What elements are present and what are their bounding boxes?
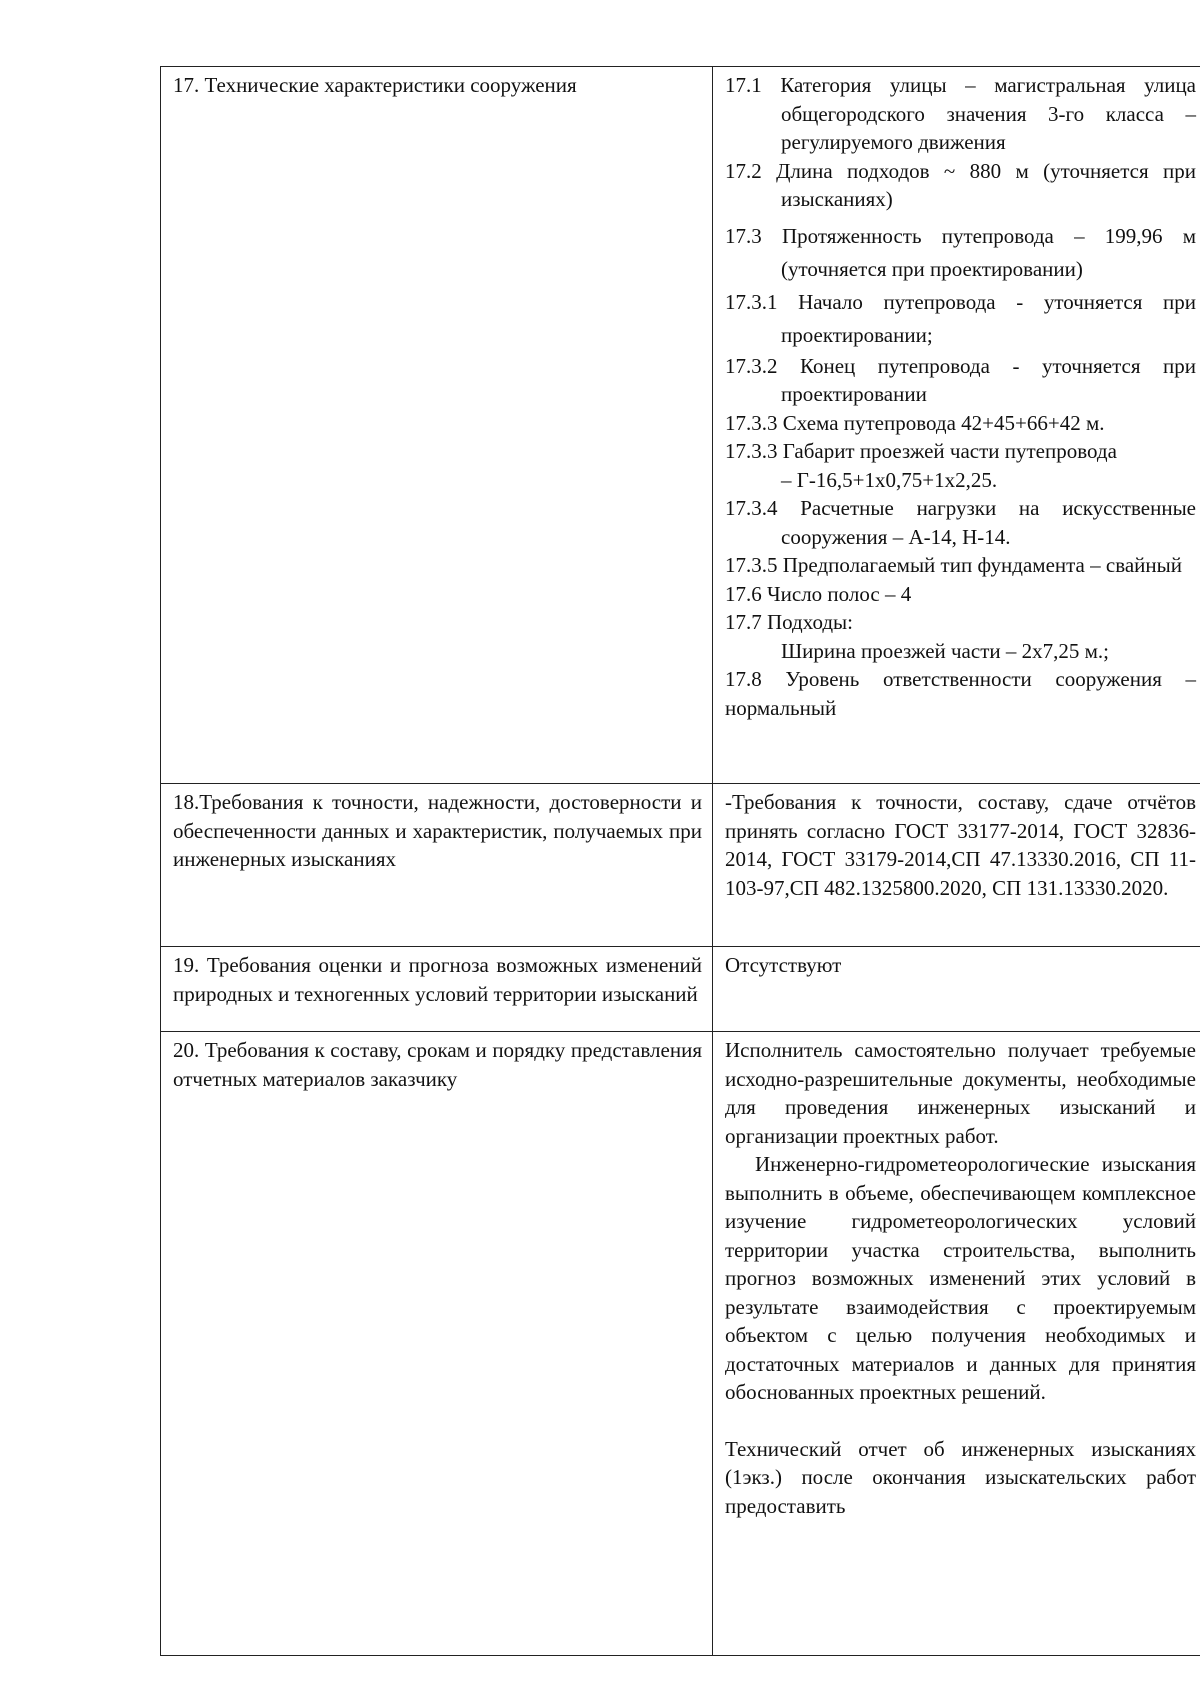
row-20-spacer <box>725 1407 1196 1435</box>
spec-17-1: 17.1 Категория улицы – магистральная улица общегородского значения 3-го класса – регулируемого движения <box>725 73 1196 154</box>
spec-17-3-2: 17.3.2 Конец путепровода - уточняется при проектировании <box>725 353 1196 406</box>
spec-17-2: 17.2 Длина подходов ~ 880 м (уточняется при изысканиях) <box>725 158 1196 211</box>
spec-17-3-3-gauge: 17.3.3 Габарит проезжей части путепровода <box>725 439 1117 463</box>
spec-17-3-4: 17.3.4 Расчетные нагрузки на искусственные сооружения – А-14, Н-14. <box>725 496 1196 549</box>
spec-17-7: 17.7 Подходы: <box>725 610 853 634</box>
row-20-paragraph-1: Исполнитель самостоятельно получает требуемые исходно-разрешительные документы, необходимые для проведения инженерных изысканий и организации проектных работ. <box>725 1038 1196 1148</box>
row-20-value <box>713 1032 1200 1656</box>
row-19-label-text: 19. Требования оценки и прогноза возможных изменений природных и техногенных условий территории изысканий <box>173 953 702 1006</box>
spec-17-3: 17.3 Протяженность путепровода – 199,96 м (уточняется при проектировании) <box>725 223 1196 281</box>
row-18-value-text: -Требования к точности, составу, сдаче отчётов принять согласно ГОСТ 33177-2014, ГОСТ 32836-2014, ГОСТ 33179-2014,СП 47.13330.2016, СП 11-103-97,СП 482.1325800.2020, СП 131.13330.2020. <box>725 790 1196 900</box>
row-20-paragraph-3: Технический отчет об инженерных изысканиях (1экз.) после окончания изыскательских работ предоставить <box>725 1436 1196 1518</box>
spec-17-3-5: 17.3.5 Предполагаемый тип фундамента – свайный <box>725 553 1182 577</box>
row-19-label <box>161 947 713 1032</box>
table-row-17 <box>161 67 1200 784</box>
requirements-table <box>160 66 1200 1656</box>
row-18-label <box>161 784 713 947</box>
spec-17-3-3-gauge-value: – Г-16,5+1х0,75+1х2,25. <box>781 467 998 492</box>
table-row-18 <box>161 784 1200 947</box>
spec-17-6: 17.6 Число полос – 4 <box>725 581 912 606</box>
row-20-paragraph-2: Инженерно-гидрометеорологические изыскания выполнить в объеме, обеспечивающем комплексное изучение гидрометеорологических условий территории участка строительства, выполнить прогноз возможных изменений этих условий в результате взаимодействия с проектируемым объектом с целью получения необходимых и достаточных материалов и данных для принятия обоснованных проектных решений. <box>725 1152 1196 1404</box>
row-17-label <box>161 67 713 784</box>
row-17-specs <box>713 67 1200 784</box>
table-row-19 <box>161 947 1200 1032</box>
spec-17-3-3-scheme: 17.3.3 Схема путепровода 42+45+66+42 м. <box>725 410 1105 435</box>
spec-17-8: 17.8 Уровень ответственности сооружения – нормальный <box>725 667 1196 720</box>
row-19-value-text: Отсутствуют <box>725 953 842 977</box>
spec-17-7-width: Ширина проезжей части – 2х7,25 м.; <box>781 638 1109 663</box>
row-19-value <box>713 947 1200 1032</box>
row-20-label-text: 20. Требования к составу, срокам и порядку представления отчетных материалов заказчику <box>173 1038 702 1091</box>
spec-17-3-1: 17.3.1 Начало путепровода - уточняется при проектировании; <box>725 289 1196 347</box>
row-20-label <box>161 1032 713 1656</box>
row-17-label-text: 17. Технические характеристики сооружения <box>173 73 577 97</box>
table-row-20 <box>161 1032 1200 1656</box>
row-18-label-text: 18.Требования к точности, надежности, достоверности и обеспеченности данных и характеристик, получаемых при инженерных изысканиях <box>173 790 702 871</box>
row-18-value <box>713 784 1200 947</box>
